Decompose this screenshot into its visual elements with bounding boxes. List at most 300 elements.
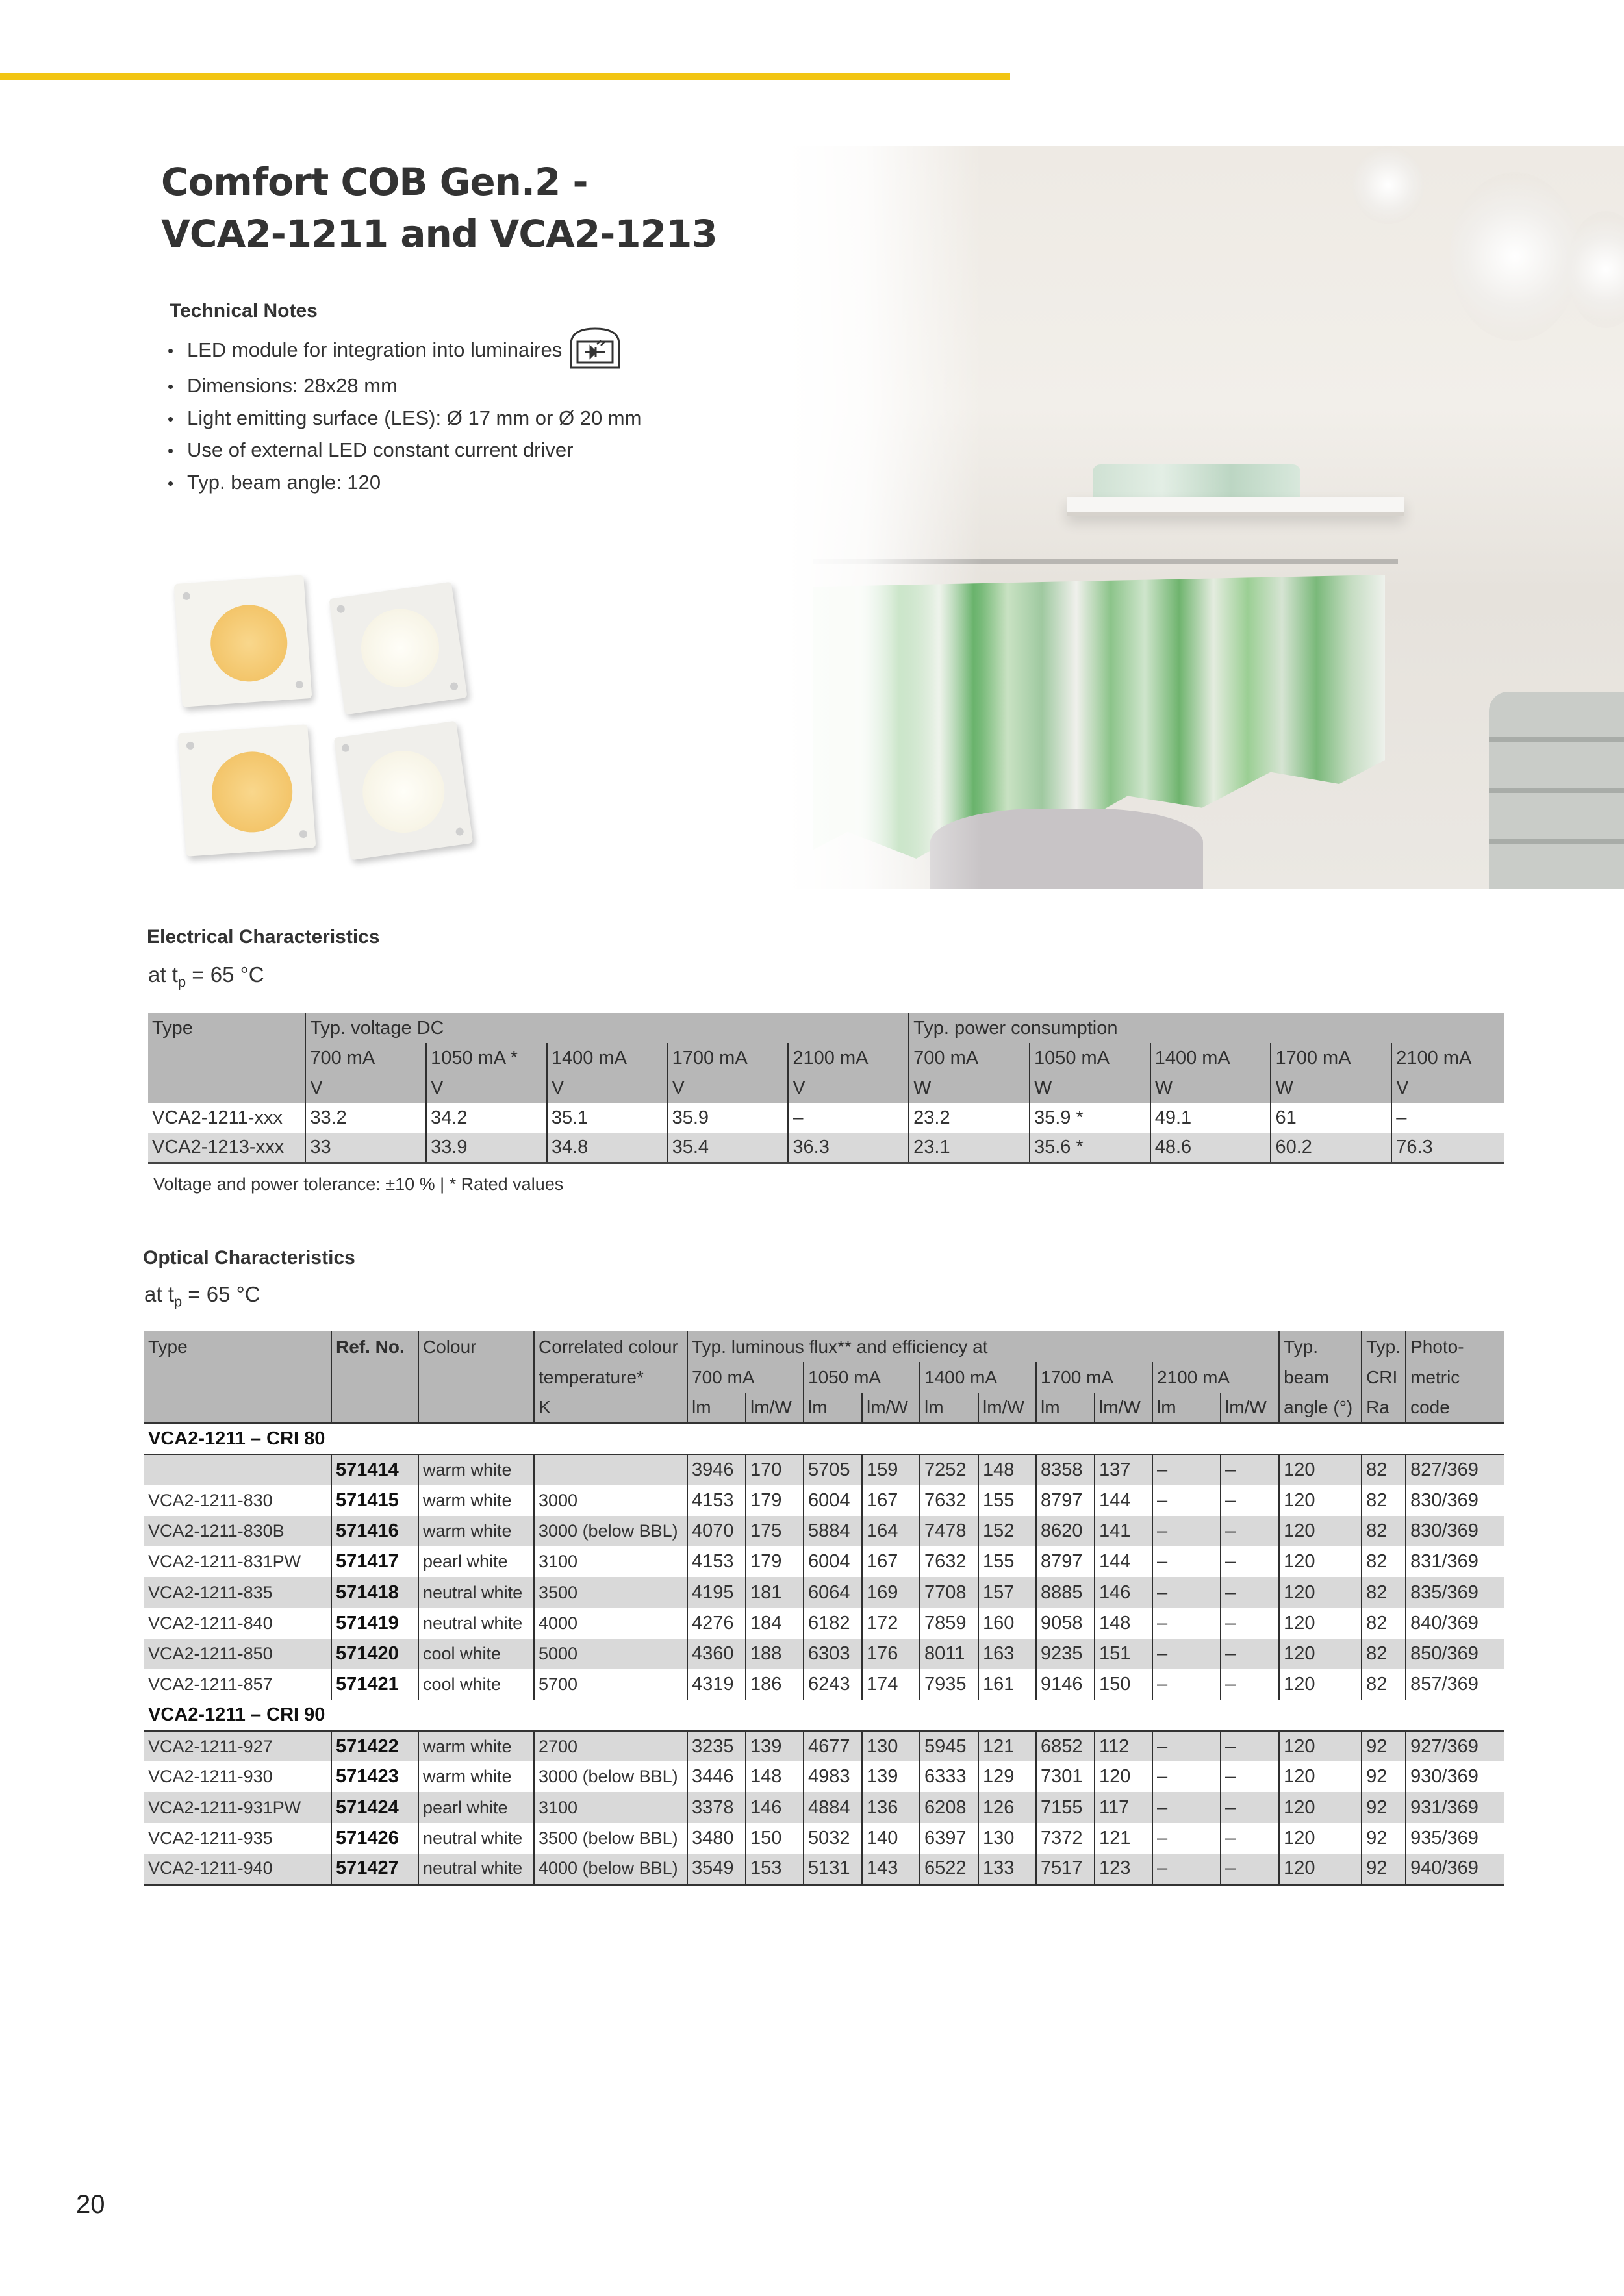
table-cell: 34.8 bbox=[547, 1133, 668, 1163]
cri-cell: 92 bbox=[1362, 1854, 1406, 1884]
cct-cell: 3100 bbox=[534, 1546, 687, 1577]
store-interior-photo bbox=[787, 146, 1624, 889]
efficiency-cell: 152 bbox=[978, 1516, 1036, 1546]
flux-cell: 9058 bbox=[1036, 1608, 1095, 1639]
efficiency-cell: 167 bbox=[862, 1546, 920, 1577]
efficiency-cell: 133 bbox=[978, 1854, 1036, 1884]
efficiency-cell: 161 bbox=[978, 1669, 1036, 1700]
efficiency-cell: 120 bbox=[1095, 1761, 1152, 1792]
header-cell: Typ. luminous flux** and efficiency at bbox=[687, 1331, 1279, 1362]
efficiency-cell: – bbox=[1221, 1669, 1279, 1700]
efficiency-cell: 170 bbox=[746, 1454, 804, 1485]
efficiency-cell: – bbox=[1221, 1546, 1279, 1577]
note-text: Dimensions: 28x28 mm bbox=[187, 374, 398, 397]
flux-cell: – bbox=[1152, 1761, 1221, 1792]
table-row bbox=[144, 1792, 1504, 1823]
flux-cell: 6303 bbox=[804, 1639, 862, 1669]
cct-cell bbox=[534, 1454, 687, 1485]
flux-cell: – bbox=[1152, 1731, 1221, 1761]
photometric-code-cell: 931/369 bbox=[1406, 1792, 1504, 1823]
flux-cell: 8011 bbox=[920, 1639, 978, 1669]
efficiency-cell: 175 bbox=[746, 1516, 804, 1546]
efficiency-cell: – bbox=[1221, 1761, 1279, 1792]
header-cell bbox=[148, 1043, 305, 1073]
efficiency-cell: – bbox=[1221, 1577, 1279, 1608]
led-module-cool bbox=[334, 721, 474, 861]
flux-cell: 6004 bbox=[804, 1485, 862, 1515]
type-cell: VCA2-1211-850 bbox=[144, 1639, 331, 1669]
flux-cell: 4276 bbox=[687, 1608, 746, 1639]
type-cell: VCA2-1211-831PW bbox=[144, 1546, 331, 1577]
flux-cell: 5945 bbox=[920, 1731, 978, 1761]
ref-no-cell: 571416 bbox=[331, 1516, 418, 1546]
colour-cell: warm white bbox=[418, 1516, 534, 1546]
flux-cell: 3480 bbox=[687, 1823, 746, 1854]
efficiency-cell: – bbox=[1221, 1731, 1279, 1761]
header-cell: Typ. bbox=[1279, 1331, 1362, 1362]
unit-cell: lm/W bbox=[978, 1393, 1036, 1424]
photometric-code-cell: 930/369 bbox=[1406, 1761, 1504, 1792]
title-line-1: Comfort COB Gen.2 - bbox=[161, 160, 588, 204]
cri-cell: 82 bbox=[1362, 1577, 1406, 1608]
header-cell: angle (°) bbox=[1279, 1393, 1362, 1424]
header-cell: 1700 mA bbox=[1036, 1362, 1152, 1393]
efficiency-cell: 130 bbox=[862, 1731, 920, 1761]
led-emitter bbox=[209, 749, 295, 835]
table-row bbox=[144, 1577, 1504, 1608]
photometric-code-cell: 927/369 bbox=[1406, 1731, 1504, 1761]
efficiency-cell: 148 bbox=[746, 1761, 804, 1792]
condition-sub: p bbox=[173, 1293, 183, 1310]
header-cell: 1400 mA bbox=[920, 1362, 1036, 1393]
header-cell: Typ. voltage DC bbox=[305, 1013, 909, 1043]
condition-suffix: = 65 °C bbox=[182, 1282, 260, 1306]
ref-no-cell: 571422 bbox=[331, 1731, 418, 1761]
efficiency-cell: – bbox=[1221, 1454, 1279, 1485]
beam-angle-cell: 120 bbox=[1279, 1577, 1362, 1608]
group-label: VCA2-1211 – CRI 80 bbox=[144, 1424, 1504, 1454]
cct-cell: 4000 (below BBL) bbox=[534, 1854, 687, 1884]
efficiency-cell: 181 bbox=[746, 1577, 804, 1608]
table-row bbox=[144, 1854, 1504, 1884]
flux-cell: 7935 bbox=[920, 1669, 978, 1700]
flux-cell: 6852 bbox=[1036, 1731, 1095, 1761]
header-cell: K bbox=[534, 1393, 687, 1424]
unit-cell: W bbox=[1150, 1073, 1271, 1103]
flux-cell: – bbox=[1152, 1454, 1221, 1485]
flux-cell: 3378 bbox=[687, 1792, 746, 1823]
flux-cell: 4360 bbox=[687, 1639, 746, 1669]
unit-cell: lm bbox=[1152, 1393, 1221, 1424]
type-cell: VCA2-1211-931PW bbox=[144, 1792, 331, 1823]
condition-sub: p bbox=[177, 974, 186, 990]
list-item: • Dimensions: 28x28 mm bbox=[168, 374, 398, 397]
efficiency-cell: – bbox=[1221, 1823, 1279, 1854]
efficiency-cell: 126 bbox=[978, 1792, 1036, 1823]
flux-cell: 9235 bbox=[1036, 1639, 1095, 1669]
photometric-code-cell: 835/369 bbox=[1406, 1577, 1504, 1608]
beam-angle-cell: 120 bbox=[1279, 1731, 1362, 1761]
flux-cell: 4677 bbox=[804, 1731, 862, 1761]
colour-cell: cool white bbox=[418, 1639, 534, 1669]
table-cell: 35.6 * bbox=[1030, 1133, 1150, 1163]
table-cell: 49.1 bbox=[1150, 1103, 1271, 1133]
table-cell: – bbox=[1391, 1103, 1504, 1133]
flux-cell: 8885 bbox=[1036, 1577, 1095, 1608]
header-cell: code bbox=[1406, 1393, 1504, 1424]
cct-cell: 3000 (below BBL) bbox=[534, 1761, 687, 1792]
beam-angle-cell: 120 bbox=[1279, 1516, 1362, 1546]
technical-notes-heading: Technical Notes bbox=[170, 300, 318, 322]
flux-cell: 9146 bbox=[1036, 1669, 1095, 1700]
flux-cell: – bbox=[1152, 1639, 1221, 1669]
header-cell: Photo- bbox=[1406, 1331, 1504, 1362]
colour-cell: neutral white bbox=[418, 1577, 534, 1608]
efficiency-cell: 112 bbox=[1095, 1731, 1152, 1761]
top-accent-bar bbox=[0, 73, 1010, 80]
header-cell bbox=[148, 1073, 305, 1103]
ref-no-cell: 571417 bbox=[331, 1546, 418, 1577]
flux-cell: 7632 bbox=[920, 1485, 978, 1515]
unit-cell: W bbox=[1030, 1073, 1150, 1103]
note-text: LED module for integration into luminaires bbox=[187, 338, 563, 362]
table-cell: 33.9 bbox=[426, 1133, 547, 1163]
header-cell: 2100 mA bbox=[1152, 1362, 1279, 1393]
flux-cell: – bbox=[1152, 1669, 1221, 1700]
table-cell: 34.2 bbox=[426, 1103, 547, 1133]
table-header-row bbox=[144, 1393, 1504, 1424]
ref-no-cell: 571414 bbox=[331, 1454, 418, 1485]
efficiency-cell: 150 bbox=[1095, 1669, 1152, 1700]
efficiency-cell: 117 bbox=[1095, 1792, 1152, 1823]
table-cell: 35.1 bbox=[547, 1103, 668, 1133]
list-item: • Light emitting surface (LES): Ø 17 mm or Ø 20 mm bbox=[168, 406, 642, 429]
optical-table-body bbox=[144, 1424, 1504, 1884]
colour-cell: warm white bbox=[418, 1485, 534, 1515]
efficiency-cell: 169 bbox=[862, 1577, 920, 1608]
unit-cell: W bbox=[1271, 1073, 1391, 1103]
efficiency-cell: 150 bbox=[746, 1823, 804, 1854]
flux-cell: 6182 bbox=[804, 1608, 862, 1639]
list-item: • Typ. beam angle: 120 bbox=[168, 470, 381, 494]
efficiency-cell: 139 bbox=[862, 1761, 920, 1792]
photometric-code-cell: 857/369 bbox=[1406, 1669, 1504, 1700]
cct-cell: 3000 bbox=[534, 1485, 687, 1515]
mount-hole bbox=[455, 827, 464, 837]
header-cell: Type bbox=[148, 1013, 305, 1043]
flux-cell: 7859 bbox=[920, 1608, 978, 1639]
table-cell: 36.3 bbox=[788, 1133, 909, 1163]
flux-cell: 6243 bbox=[804, 1669, 862, 1700]
flux-cell: 4153 bbox=[687, 1485, 746, 1515]
table-row bbox=[144, 1454, 1504, 1485]
efficiency-cell: 141 bbox=[1095, 1516, 1152, 1546]
efficiency-cell: 164 bbox=[862, 1516, 920, 1546]
unit-cell: lm bbox=[920, 1393, 978, 1424]
efficiency-cell: 129 bbox=[978, 1761, 1036, 1792]
header-cell bbox=[144, 1362, 331, 1393]
cri-cell: 92 bbox=[1362, 1731, 1406, 1761]
header-cell: 1400 mA bbox=[547, 1043, 668, 1073]
type-cell: VCA2-1211-927 bbox=[144, 1731, 331, 1761]
flux-cell: 3235 bbox=[687, 1731, 746, 1761]
efficiency-cell: 144 bbox=[1095, 1546, 1152, 1577]
table-row bbox=[144, 1608, 1504, 1639]
efficiency-cell: 146 bbox=[1095, 1577, 1152, 1608]
chair-shape bbox=[1489, 692, 1624, 889]
efficiency-cell: – bbox=[1221, 1485, 1279, 1515]
cri-cell: 82 bbox=[1362, 1485, 1406, 1515]
table-cell: 60.2 bbox=[1271, 1133, 1391, 1163]
shelf-items-shape bbox=[1093, 464, 1300, 497]
flux-cell: 7517 bbox=[1036, 1854, 1095, 1884]
flux-cell: 3946 bbox=[687, 1454, 746, 1485]
ref-no-cell: 571427 bbox=[331, 1854, 418, 1884]
colour-cell: warm white bbox=[418, 1731, 534, 1761]
cct-cell: 3500 bbox=[534, 1577, 687, 1608]
flux-cell: 4070 bbox=[687, 1516, 746, 1546]
mount-hole bbox=[299, 830, 307, 839]
type-cell: VCA2-1211-930 bbox=[144, 1761, 331, 1792]
efficiency-cell: 157 bbox=[978, 1577, 1036, 1608]
flux-cell: 6064 bbox=[804, 1577, 862, 1608]
type-cell: VCA2-1211-857 bbox=[144, 1669, 331, 1700]
efficiency-cell: 159 bbox=[862, 1454, 920, 1485]
table-row bbox=[148, 1103, 1504, 1133]
list-item: • Use of external LED constant current driver bbox=[168, 438, 574, 461]
colour-cell: warm white bbox=[418, 1761, 534, 1792]
header-cell: 700 mA bbox=[909, 1043, 1030, 1073]
table-row bbox=[144, 1546, 1504, 1577]
efficiency-cell: 121 bbox=[1095, 1823, 1152, 1854]
efficiency-cell: 139 bbox=[746, 1731, 804, 1761]
efficiency-cell: – bbox=[1221, 1639, 1279, 1669]
flux-cell: 8797 bbox=[1036, 1485, 1095, 1515]
unit-cell: W bbox=[909, 1073, 1030, 1103]
shelf-shape bbox=[1067, 497, 1404, 516]
header-cell: 1700 mA bbox=[668, 1043, 789, 1073]
led-modules-photo bbox=[162, 559, 513, 870]
electrical-heading: Electrical Characteristics bbox=[147, 926, 380, 948]
colour-cell: warm white bbox=[418, 1454, 534, 1485]
table-cell: 76.3 bbox=[1391, 1133, 1504, 1163]
efficiency-cell: 155 bbox=[978, 1485, 1036, 1515]
efficiency-cell: 140 bbox=[862, 1823, 920, 1854]
photometric-code-cell: 940/369 bbox=[1406, 1854, 1504, 1884]
header-cell bbox=[418, 1362, 534, 1393]
photometric-code-cell: 830/369 bbox=[1406, 1516, 1504, 1546]
flux-cell: 7708 bbox=[920, 1577, 978, 1608]
efficiency-cell: – bbox=[1221, 1854, 1279, 1884]
flux-cell: 8620 bbox=[1036, 1516, 1095, 1546]
table-cell: 35.9 bbox=[668, 1103, 789, 1133]
flux-cell: – bbox=[1152, 1608, 1221, 1639]
beam-angle-cell: 120 bbox=[1279, 1454, 1362, 1485]
led-emitter bbox=[208, 602, 290, 684]
table-row bbox=[144, 1823, 1504, 1854]
flux-cell: 6208 bbox=[920, 1792, 978, 1823]
unit-cell: V bbox=[426, 1073, 547, 1103]
header-cell: Ref. No. bbox=[331, 1331, 418, 1362]
efficiency-cell: 148 bbox=[978, 1454, 1036, 1485]
cri-cell: 82 bbox=[1362, 1516, 1406, 1546]
cct-cell: 4000 bbox=[534, 1608, 687, 1639]
header-cell: 2100 mA bbox=[1391, 1043, 1504, 1073]
cri-cell: 92 bbox=[1362, 1823, 1406, 1854]
beam-angle-cell: 120 bbox=[1279, 1669, 1362, 1700]
ref-no-cell: 571424 bbox=[331, 1792, 418, 1823]
table-cell: 33.2 bbox=[305, 1103, 426, 1133]
efficiency-cell: 179 bbox=[746, 1546, 804, 1577]
efficiency-cell: 153 bbox=[746, 1854, 804, 1884]
beam-angle-cell: 120 bbox=[1279, 1485, 1362, 1515]
flux-cell: 4195 bbox=[687, 1577, 746, 1608]
beam-angle-cell: 120 bbox=[1279, 1761, 1362, 1792]
led-module-warm bbox=[178, 724, 316, 856]
type-cell bbox=[144, 1454, 331, 1485]
header-cell bbox=[331, 1362, 418, 1393]
header-cell bbox=[144, 1393, 331, 1424]
cct-cell: 3100 bbox=[534, 1792, 687, 1823]
ref-no-cell: 571415 bbox=[331, 1485, 418, 1515]
header-cell: Colour bbox=[418, 1331, 534, 1362]
flux-cell: – bbox=[1152, 1854, 1221, 1884]
condition-prefix: at t bbox=[148, 963, 178, 987]
type-cell: VCA2-1211-940 bbox=[144, 1854, 331, 1884]
cri-cell: 92 bbox=[1362, 1761, 1406, 1792]
group-row bbox=[144, 1424, 1504, 1454]
flux-cell: 5131 bbox=[804, 1854, 862, 1884]
unit-cell: V bbox=[788, 1073, 909, 1103]
flux-cell: 6004 bbox=[804, 1546, 862, 1577]
header-cell: CRI bbox=[1362, 1362, 1406, 1393]
beam-angle-cell: 120 bbox=[1279, 1639, 1362, 1669]
type-cell: VCA2-1211-835 bbox=[144, 1577, 331, 1608]
flux-cell: 7372 bbox=[1036, 1823, 1095, 1854]
colour-cell: pearl white bbox=[418, 1546, 534, 1577]
header-cell: beam bbox=[1279, 1362, 1362, 1393]
unit-cell: V bbox=[1391, 1073, 1504, 1103]
header-cell: 2100 mA bbox=[788, 1043, 909, 1073]
type-cell: VCA2-1213-xxx bbox=[148, 1133, 305, 1163]
flux-cell: 7632 bbox=[920, 1546, 978, 1577]
colour-cell: neutral white bbox=[418, 1854, 534, 1884]
list-item: • LED module for integration into luminaires bbox=[168, 333, 641, 370]
header-cell: 1050 mA bbox=[1030, 1043, 1150, 1073]
luminaire-integration-icon bbox=[567, 325, 623, 370]
table-cell: 61 bbox=[1271, 1103, 1391, 1133]
efficiency-cell: 121 bbox=[978, 1731, 1036, 1761]
note-text: Light emitting surface (LES): Ø 17 mm or Ø 20 mm bbox=[187, 406, 642, 429]
electrical-table bbox=[148, 1013, 1504, 1164]
type-cell: VCA2-1211-935 bbox=[144, 1823, 331, 1854]
efficiency-cell: 167 bbox=[862, 1485, 920, 1515]
condition-prefix: at t bbox=[144, 1282, 174, 1306]
header-cell: 1050 mA bbox=[804, 1362, 920, 1393]
group-row bbox=[144, 1700, 1504, 1731]
photometric-code-cell: 840/369 bbox=[1406, 1608, 1504, 1639]
cri-cell: 82 bbox=[1362, 1608, 1406, 1639]
table-cell: 23.1 bbox=[909, 1133, 1030, 1163]
optical-heading: Optical Characteristics bbox=[143, 1247, 355, 1268]
efficiency-cell: – bbox=[1221, 1516, 1279, 1546]
beam-angle-cell: 120 bbox=[1279, 1608, 1362, 1639]
type-cell: VCA2-1211-xxx bbox=[148, 1103, 305, 1133]
cri-cell: 82 bbox=[1362, 1639, 1406, 1669]
cri-cell: 82 bbox=[1362, 1669, 1406, 1700]
unit-cell: V bbox=[668, 1073, 789, 1103]
mount-hole bbox=[295, 681, 303, 689]
table-row bbox=[144, 1639, 1504, 1669]
unit-cell: V bbox=[547, 1073, 668, 1103]
table-row bbox=[144, 1485, 1504, 1515]
unit-cell: lm/W bbox=[1095, 1393, 1152, 1424]
flux-cell: 8797 bbox=[1036, 1546, 1095, 1577]
page-title bbox=[161, 156, 717, 260]
efficiency-cell: 160 bbox=[978, 1608, 1036, 1639]
flux-cell: 5705 bbox=[804, 1454, 862, 1485]
efficiency-cell: 143 bbox=[862, 1854, 920, 1884]
led-emitter bbox=[356, 604, 444, 692]
table-row bbox=[144, 1731, 1504, 1761]
table-header-row bbox=[148, 1013, 1504, 1043]
beam-angle-cell: 120 bbox=[1279, 1823, 1362, 1854]
photometric-code-cell: 827/369 bbox=[1406, 1454, 1504, 1485]
header-cell: 700 mA bbox=[687, 1362, 804, 1393]
table-row bbox=[144, 1761, 1504, 1792]
flux-cell: – bbox=[1152, 1792, 1221, 1823]
efficiency-cell: 155 bbox=[978, 1546, 1036, 1577]
header-cell bbox=[331, 1393, 418, 1424]
flux-cell: 4983 bbox=[804, 1761, 862, 1792]
type-cell: VCA2-1211-840 bbox=[144, 1608, 331, 1639]
photometric-code-cell: 830/369 bbox=[1406, 1485, 1504, 1515]
table-row bbox=[144, 1516, 1504, 1546]
cct-cell: 2700 bbox=[534, 1731, 687, 1761]
photo-fade bbox=[787, 146, 982, 889]
cct-cell: 5700 bbox=[534, 1669, 687, 1700]
optical-condition bbox=[144, 1282, 260, 1311]
ref-no-cell: 571418 bbox=[331, 1577, 418, 1608]
type-cell: VCA2-1211-830 bbox=[144, 1485, 331, 1515]
header-cell: 1400 mA bbox=[1150, 1043, 1271, 1073]
cct-cell: 5000 bbox=[534, 1639, 687, 1669]
efficiency-cell: 172 bbox=[862, 1608, 920, 1639]
efficiency-cell: 184 bbox=[746, 1608, 804, 1639]
flux-cell: 8358 bbox=[1036, 1454, 1095, 1485]
flux-cell: 3446 bbox=[687, 1761, 746, 1792]
efficiency-cell: 174 bbox=[862, 1669, 920, 1700]
efficiency-cell: 144 bbox=[1095, 1485, 1152, 1515]
flux-cell: 7301 bbox=[1036, 1761, 1095, 1792]
mount-hole bbox=[450, 682, 459, 691]
ref-no-cell: 571423 bbox=[331, 1761, 418, 1792]
unit-cell: lm/W bbox=[862, 1393, 920, 1424]
header-cell: temperature* bbox=[534, 1362, 687, 1393]
photometric-code-cell: 831/369 bbox=[1406, 1546, 1504, 1577]
unit-cell: lm/W bbox=[1221, 1393, 1279, 1424]
colour-cell: pearl white bbox=[418, 1792, 534, 1823]
flux-cell: 7252 bbox=[920, 1454, 978, 1485]
ref-no-cell: 571421 bbox=[331, 1669, 418, 1700]
efficiency-cell: 148 bbox=[1095, 1608, 1152, 1639]
led-module-cool bbox=[329, 582, 467, 715]
table-cell: 33 bbox=[305, 1133, 426, 1163]
colour-cell: neutral white bbox=[418, 1823, 534, 1854]
cri-cell: 82 bbox=[1362, 1546, 1406, 1577]
table-header-row bbox=[148, 1043, 1504, 1073]
cri-cell: 82 bbox=[1362, 1454, 1406, 1485]
